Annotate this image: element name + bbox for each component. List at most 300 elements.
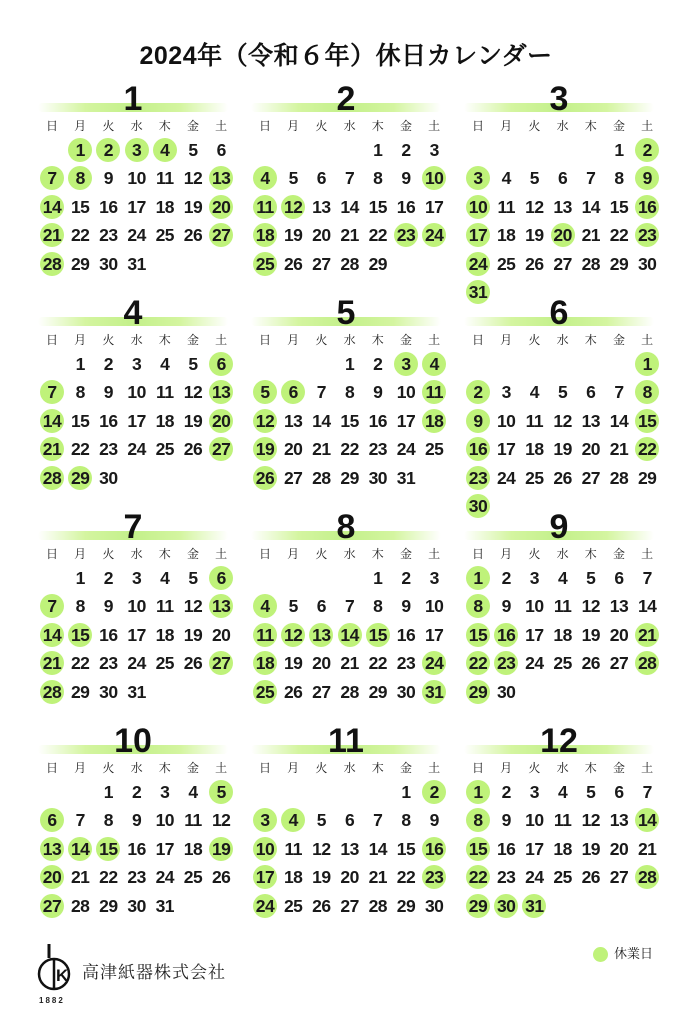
weekday-label: 月	[287, 119, 300, 133]
date: 10	[127, 382, 146, 403]
holiday-date: 8	[66, 164, 94, 192]
holiday-date: 15	[364, 621, 392, 649]
date: 15	[396, 838, 416, 859]
date: 17	[127, 410, 146, 431]
holiday-date: 9	[633, 164, 661, 192]
weekday-label: 日	[471, 119, 484, 133]
date: 1	[75, 568, 85, 588]
date: 12	[183, 596, 203, 617]
date: 23	[496, 867, 516, 888]
holiday-date: 3	[464, 164, 492, 192]
date: 17	[496, 439, 516, 460]
page-title: 2024年（令和６年）休日カレンダー	[139, 42, 553, 70]
date: 24	[525, 653, 544, 674]
holiday-date: 10	[420, 164, 448, 192]
holiday-date: 15	[464, 835, 492, 863]
date: 27	[283, 467, 303, 488]
date: 26	[211, 867, 231, 888]
date: 30	[99, 681, 118, 702]
weekday-label: 日	[258, 119, 271, 133]
date: 20	[609, 624, 629, 645]
month-11	[251, 722, 447, 928]
date: 29	[396, 895, 416, 916]
date: 26	[312, 895, 331, 916]
date: 21	[368, 867, 388, 888]
date: 1	[103, 782, 113, 802]
weekday-label: 水	[556, 333, 569, 347]
date: 7	[614, 382, 624, 403]
holiday-date: 29	[464, 892, 492, 920]
weekday-label: 土	[215, 333, 228, 347]
holiday-date: 24	[420, 221, 448, 249]
date: 10	[496, 410, 516, 431]
date: 8	[103, 810, 113, 831]
date: 14	[637, 596, 657, 617]
date: 29	[609, 253, 629, 274]
weekday-label: 金	[186, 547, 199, 561]
holiday-date: 2	[464, 378, 492, 406]
date: 17	[127, 624, 146, 645]
weekday-label: 水	[343, 547, 356, 561]
holiday-date: 19	[251, 435, 279, 463]
date: 2	[103, 568, 113, 588]
date: 19	[553, 439, 572, 460]
date: 1	[344, 354, 355, 374]
date: 22	[368, 653, 388, 674]
date: 30	[396, 681, 416, 702]
weekday-label: 土	[641, 119, 654, 133]
date: 5	[316, 810, 326, 831]
holiday-date: 3	[251, 806, 279, 834]
date: 20	[581, 439, 601, 460]
weekday-label: 木	[158, 761, 171, 775]
date: 24	[396, 439, 416, 460]
date: 20	[340, 867, 359, 888]
holiday-date: 28	[38, 250, 66, 278]
weekday-label: 木	[371, 119, 384, 133]
weekday-label: 水	[130, 547, 143, 561]
holiday-date: 2	[420, 778, 448, 806]
holiday-date: 19	[207, 835, 235, 863]
weekday-label: 月	[74, 119, 87, 133]
date: 29	[99, 895, 118, 916]
date: 24	[127, 225, 146, 246]
date: 22	[99, 867, 118, 888]
date: 29	[368, 681, 388, 702]
date: 2	[501, 782, 511, 802]
holiday-date: 22	[464, 649, 492, 677]
date: 26	[183, 653, 203, 674]
date: 4	[160, 354, 170, 374]
date: 29	[637, 467, 657, 488]
date: 11	[497, 196, 515, 217]
date: 26	[525, 253, 544, 274]
date: 20	[609, 838, 629, 859]
date: 4	[501, 168, 511, 189]
date: 19	[183, 196, 203, 217]
holiday-date: 16	[420, 835, 448, 863]
date: 13	[553, 196, 572, 217]
weekday-label: 金	[612, 119, 625, 133]
date: 4	[188, 782, 198, 802]
date: 6	[344, 810, 355, 831]
date: 28	[368, 895, 388, 916]
date: 23	[99, 439, 118, 460]
date: 28	[581, 253, 601, 274]
date: 3	[160, 782, 170, 802]
weekday-label: 火	[528, 547, 541, 561]
month-4	[38, 294, 234, 500]
date: 6	[316, 168, 326, 189]
date: 10	[424, 596, 444, 617]
date: 30	[637, 253, 657, 274]
date: 5	[529, 168, 539, 189]
date: 16	[368, 410, 388, 431]
weekday-label: 金	[612, 333, 625, 347]
date: 7	[344, 168, 355, 189]
weekday-label: 木	[584, 333, 597, 347]
weekday-header	[251, 546, 447, 562]
date: 24	[127, 653, 146, 674]
holiday-date: 4	[251, 164, 279, 192]
date: 19	[283, 653, 303, 674]
date: 4	[557, 782, 568, 802]
date: 7	[642, 782, 652, 802]
date: 11	[553, 810, 572, 831]
weekday-label: 木	[158, 119, 171, 133]
weekday-label: 火	[102, 547, 115, 561]
weekday-label: 火	[102, 761, 115, 775]
date: 10	[127, 168, 146, 189]
date: 20	[211, 624, 231, 645]
date: 31	[127, 681, 146, 702]
date: 20	[312, 225, 331, 246]
date: 10	[127, 596, 146, 617]
weekday-label: 木	[371, 547, 384, 561]
legend-label: 休業日	[614, 946, 654, 961]
date: 27	[609, 653, 629, 674]
weekday-label: 金	[399, 761, 412, 775]
holiday-date: 13	[207, 378, 235, 406]
date: 6	[586, 382, 596, 403]
date: 13	[609, 810, 629, 831]
date: 13	[340, 838, 359, 859]
date: 12	[525, 196, 544, 217]
holiday-date: 29	[464, 678, 492, 706]
weekday-label: 日	[258, 333, 271, 347]
date: 26	[183, 225, 203, 246]
holiday-date: 18	[251, 221, 279, 249]
weekday-label: 金	[612, 761, 625, 775]
date: 6	[614, 782, 624, 802]
date: 15	[368, 196, 388, 217]
date: 5	[188, 354, 198, 374]
date: 8	[75, 596, 85, 617]
date: 6	[316, 596, 326, 617]
date: 25	[183, 867, 203, 888]
date: 11	[156, 596, 174, 617]
weekday-label: 火	[315, 333, 328, 347]
date: 18	[496, 225, 516, 246]
weekday-label: 火	[102, 119, 115, 133]
date: 18	[183, 838, 203, 859]
weekday-label: 日	[45, 761, 58, 775]
month-5	[251, 294, 447, 500]
date: 17	[127, 196, 146, 217]
date: 27	[581, 467, 601, 488]
weekday-label: 土	[215, 761, 228, 775]
date: 3	[529, 568, 539, 588]
holiday-date: 22	[633, 435, 661, 463]
holiday-date: 1	[464, 564, 492, 592]
date: 6	[557, 168, 568, 189]
holiday-date: 20	[207, 193, 235, 221]
holiday-date: 14	[633, 806, 661, 834]
holiday-date: 12	[251, 407, 279, 435]
weekday-header	[464, 546, 660, 562]
date: 11	[284, 838, 302, 859]
weekday-label: 火	[315, 547, 328, 561]
date: 13	[312, 196, 331, 217]
date: 3	[131, 568, 142, 588]
date: 20	[312, 653, 331, 674]
holiday-date: 9	[464, 407, 492, 435]
date: 13	[283, 410, 303, 431]
date: 10	[525, 810, 544, 831]
holiday-date: 11	[420, 378, 448, 406]
date: 22	[368, 225, 388, 246]
date: 27	[609, 867, 629, 888]
date: 14	[312, 410, 331, 431]
weekday-label: 土	[641, 547, 654, 561]
holiday-date: 12	[279, 193, 307, 221]
date: 2	[103, 354, 113, 374]
date: 29	[70, 253, 90, 274]
holiday-date: 26	[251, 464, 279, 492]
date: 28	[340, 253, 359, 274]
holiday-date: 4	[151, 136, 179, 164]
date: 25	[155, 653, 175, 674]
holiday-date: 20	[38, 863, 66, 891]
date: 5	[288, 168, 298, 189]
holiday-date: 5	[207, 778, 235, 806]
date: 8	[75, 382, 85, 403]
holiday-date: 8	[633, 378, 661, 406]
weekday-label: 土	[641, 333, 654, 347]
date: 30	[368, 467, 388, 488]
holiday-date: 16	[633, 193, 661, 221]
holiday-date: 20	[549, 221, 577, 249]
weekday-label: 月	[74, 333, 87, 347]
date: 17	[424, 196, 444, 217]
weekday-label: 木	[584, 761, 597, 775]
date: 16	[496, 838, 516, 859]
date: 12	[312, 838, 331, 859]
weekday-label: 金	[186, 119, 199, 133]
weekday-label: 金	[399, 547, 412, 561]
date: 21	[609, 439, 629, 460]
date: 19	[183, 624, 203, 645]
weekday-label: 水	[130, 333, 143, 347]
weekday-label: 水	[556, 119, 569, 133]
holiday-date: 15	[66, 621, 94, 649]
date: 5	[586, 782, 596, 802]
date: 17	[396, 410, 416, 431]
weekday-label: 土	[641, 761, 654, 775]
date: 24	[525, 867, 544, 888]
holiday-date: 4	[420, 350, 448, 378]
date: 15	[340, 410, 359, 431]
date: 11	[156, 168, 174, 189]
date: 12	[183, 168, 203, 189]
date: 19	[312, 867, 331, 888]
date: 22	[340, 439, 359, 460]
holiday-date: 28	[633, 863, 661, 891]
date: 22	[70, 653, 90, 674]
holiday-date: 28	[633, 649, 661, 677]
date: 19	[283, 225, 303, 246]
holiday-date: 23	[492, 649, 520, 677]
weekday-header	[251, 332, 447, 348]
month-1	[38, 80, 234, 286]
weekday-label: 月	[74, 547, 87, 561]
date: 3	[501, 382, 511, 403]
holiday-date: 24	[251, 892, 279, 920]
date: 25	[155, 439, 175, 460]
weekday-label: 土	[428, 547, 441, 561]
date: 16	[396, 624, 416, 645]
weekday-label: 金	[399, 119, 412, 133]
weekday-label: 水	[556, 547, 569, 561]
holiday-date: 6	[207, 350, 235, 378]
date: 5	[586, 568, 596, 588]
date: 6	[216, 140, 226, 160]
date: 30	[127, 895, 146, 916]
month-number: 2	[336, 80, 356, 118]
weekday-label: 木	[584, 547, 597, 561]
date: 6	[614, 568, 624, 588]
date: 30	[99, 253, 118, 274]
month-7	[38, 508, 234, 714]
weekday-label: 水	[343, 761, 356, 775]
weekday-label: 火	[102, 333, 115, 347]
weekday-label: 木	[158, 333, 171, 347]
month-number: 8	[336, 508, 356, 546]
company-name: 高津紙器株式会社	[82, 963, 226, 982]
date: 23	[396, 653, 416, 674]
holiday-date: 8	[464, 806, 492, 834]
month-number: 12	[540, 722, 578, 760]
holiday-date: 6	[38, 806, 66, 834]
date: 7	[316, 382, 326, 403]
weekday-header	[38, 332, 234, 348]
date: 30	[424, 895, 444, 916]
holiday-date: 13	[207, 592, 235, 620]
date: 30	[496, 681, 516, 702]
weekday-label: 火	[528, 333, 541, 347]
holiday-date: 30	[464, 492, 492, 520]
weekday-label: 月	[500, 119, 513, 133]
date: 17	[424, 624, 444, 645]
holiday-date: 16	[492, 621, 520, 649]
date: 3	[429, 140, 439, 160]
date: 28	[609, 467, 629, 488]
date: 24	[496, 467, 516, 488]
date: 10	[396, 382, 416, 403]
date: 24	[127, 439, 146, 460]
weekday-label: 水	[130, 761, 143, 775]
date: 9	[401, 168, 411, 189]
date: 19	[525, 225, 544, 246]
holiday-date: 25	[251, 678, 279, 706]
holiday-date: 31	[464, 278, 492, 306]
holiday-date: 7	[38, 378, 66, 406]
date: 27	[312, 253, 331, 274]
date: 20	[283, 439, 303, 460]
holiday-date: 17	[251, 863, 279, 891]
weekday-label: 日	[45, 119, 58, 133]
logo-mark-icon	[34, 944, 78, 1004]
date: 26	[183, 439, 203, 460]
date: 8	[373, 168, 383, 189]
date: 18	[155, 410, 175, 431]
date: 24	[155, 867, 175, 888]
weekday-header	[464, 332, 660, 348]
weekday-header	[464, 760, 660, 776]
weekday-label: 土	[215, 119, 228, 133]
date: 7	[344, 596, 355, 617]
date: 29	[340, 467, 359, 488]
weekday-label: 月	[74, 761, 87, 775]
holiday-date: 30	[492, 892, 520, 920]
date: 29	[368, 253, 388, 274]
weekday-label: 日	[258, 547, 271, 561]
holiday-date: 15	[633, 407, 661, 435]
holiday-date: 25	[251, 250, 279, 278]
holiday-date: 21	[633, 621, 661, 649]
date: 27	[340, 895, 359, 916]
holiday-date: 12	[279, 621, 307, 649]
holiday-date: 29	[66, 464, 94, 492]
date: 23	[99, 225, 118, 246]
month-number: 7	[123, 508, 143, 546]
date: 21	[637, 838, 657, 859]
month-2	[251, 80, 447, 286]
date: 21	[340, 653, 359, 674]
weekday-label: 月	[500, 333, 513, 347]
month-number: 5	[336, 294, 356, 332]
date: 1	[373, 140, 383, 160]
date: 28	[312, 467, 331, 488]
logo-year: 1882	[39, 996, 65, 1005]
date: 5	[188, 140, 198, 160]
holiday-date: 14	[38, 407, 66, 435]
holiday-date: 2	[94, 136, 122, 164]
date: 26	[283, 681, 303, 702]
holiday-date: 24	[464, 250, 492, 278]
date: 19	[183, 410, 203, 431]
date: 2	[401, 568, 411, 588]
date: 21	[340, 225, 359, 246]
holiday-date: 21	[38, 221, 66, 249]
date: 14	[340, 196, 359, 217]
weekday-label: 日	[45, 333, 58, 347]
date: 17	[155, 838, 175, 859]
weekday-label: 月	[500, 547, 513, 561]
weekday-label: 日	[45, 547, 58, 561]
date: 8	[614, 168, 624, 189]
weekday-label: 日	[471, 333, 484, 347]
